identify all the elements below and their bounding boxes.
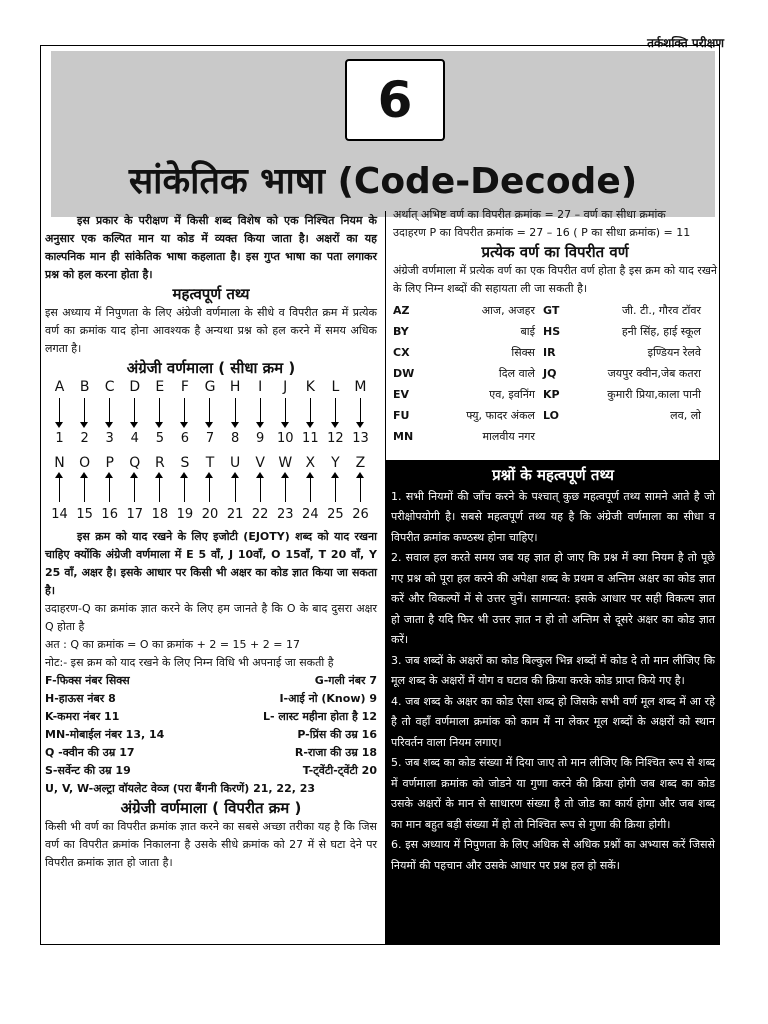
pair-mnemonic: कुमारी प्रिया,काला पानी bbox=[607, 388, 701, 401]
arrow-up-icon bbox=[323, 472, 348, 506]
fact-point: 3. जब शब्दों के अक्षरों का कोड बिल्कुल भिन्न शब्दों में कोड दे तो मान लीजिए कि मूल शब्द के अक्षरों में योग व घटाव की क्रिया करके कोड प्राप्त किये गए है। bbox=[391, 653, 715, 687]
alphabet-letter: Q bbox=[129, 455, 141, 471]
arrow-up-icon bbox=[147, 472, 172, 506]
arrow-down-icon bbox=[223, 396, 248, 430]
letter-number: 21 bbox=[226, 507, 244, 522]
alphabet-letter: H bbox=[229, 379, 241, 395]
alphabet-letter: F bbox=[180, 379, 189, 395]
letter-number: 14 bbox=[51, 507, 68, 522]
alphabet-row-2 bbox=[45, 454, 377, 472]
chapter-number: 6 bbox=[345, 59, 445, 141]
opposite-pairs-table bbox=[393, 300, 717, 447]
arrow-up-icon bbox=[72, 472, 97, 506]
pair-mnemonic: फ्यु, फादर अंकल bbox=[466, 409, 535, 422]
arrow-down-icon bbox=[273, 396, 298, 430]
page-frame bbox=[40, 45, 720, 945]
arrow-up-icon bbox=[97, 472, 122, 506]
letter-number: 6 bbox=[180, 431, 190, 446]
pair-code bbox=[543, 426, 581, 447]
alphabet-letter: P bbox=[105, 455, 114, 471]
mnemonic-item: F-फिक्स नंबर सिक्स bbox=[45, 674, 130, 687]
pair-mnemonic: दिल वाले bbox=[498, 367, 535, 380]
alphabet-letter: J bbox=[283, 379, 288, 395]
pair-mnemonic: लव, लो bbox=[670, 409, 701, 422]
alphabet-letter: W bbox=[278, 455, 293, 471]
letter-number: 12 bbox=[327, 431, 344, 446]
arrow-up-icon bbox=[248, 472, 273, 506]
arrow-up-icon bbox=[223, 472, 248, 506]
arrow-up-icon bbox=[273, 472, 298, 506]
mnemonic-row bbox=[45, 690, 377, 708]
chapter-banner bbox=[51, 51, 715, 217]
arrow-down-icon bbox=[47, 396, 72, 430]
letter-number: 13 bbox=[352, 431, 369, 446]
number-row-2 bbox=[45, 506, 377, 524]
pair-mnemonic: सिक्स bbox=[511, 346, 535, 359]
important-facts-box bbox=[385, 460, 720, 945]
letter-number: 8 bbox=[230, 431, 240, 446]
facts-heading: महत्वपूर्ण तथ्य bbox=[172, 285, 250, 303]
letter-number: 23 bbox=[276, 507, 294, 522]
alphabet-letter: B bbox=[79, 379, 90, 395]
uvw-line: U, V, W-अल्ट्रा वॉयलेट वेव्ज (परा बैंगनी किरणें) 21, 22, 23 bbox=[45, 782, 316, 795]
mnemonic-row bbox=[45, 726, 377, 744]
arrow-down-icon bbox=[122, 396, 147, 430]
ejoty-paragraph: इस क्रम को याद रखने के लिए इजोटी (EJOTY) शब्द को याद रखना चाहिए क्योंकि अंग्रेजी वर्णमाला में E 5 वाँ, J 10वाँ, O 15वाँ, T 20 वाँ, Y 25 वाँ, अक्षर है। इसके आधार पर किसी भी अक्षर का कोड ज्ञात किया जा सकता है। bbox=[45, 530, 377, 597]
arrow-down-icon bbox=[348, 396, 373, 430]
alphabet-letter: R bbox=[154, 455, 165, 471]
arrow-down-icon bbox=[172, 396, 197, 430]
alphabet-letter: O bbox=[79, 455, 91, 471]
alphabet-letter: U bbox=[229, 455, 241, 471]
mnemonic-item: P-प्रिंस की उम्र 16 bbox=[297, 728, 377, 741]
pair-mnemonic: आज, अजहर bbox=[481, 304, 535, 317]
mnemonic-item: I-आई नो (Know) 9 bbox=[279, 692, 377, 705]
alphabet-letter: A bbox=[54, 379, 65, 395]
facts-paragraph: इस अध्याय में निपुणता के लिए अंग्रेजी वर्णमाला के सीधे व विपरीत क्रम में प्रत्येक वर्ण का क्रमांक याद होना आवश्यक है अन्यथा प्रश्न को हल करने में समय अधिक लगता है। bbox=[45, 306, 377, 355]
arrow-down-icon bbox=[323, 396, 348, 430]
letter-number: 15 bbox=[76, 507, 93, 522]
right-column bbox=[393, 206, 717, 447]
arrow-up-icon bbox=[172, 472, 197, 506]
arrow-up-icon bbox=[122, 472, 147, 506]
running-header: तर्कशक्ति परीक्षण bbox=[647, 36, 724, 50]
arrow-up-icon bbox=[348, 472, 373, 506]
mnemonic-list bbox=[45, 672, 377, 780]
letter-number: 22 bbox=[251, 507, 269, 522]
pair-mnemonic: इण्डियन रेलवे bbox=[647, 346, 701, 359]
pair-mnemonic: हनी सिंह, हाई स्कूल bbox=[621, 325, 701, 338]
letter-number: 25 bbox=[327, 507, 344, 522]
number-row-1 bbox=[45, 430, 377, 448]
pair-code: EV bbox=[393, 388, 410, 401]
reverse-heading: अंग्रेजी वर्णमाला ( विपरीत क्रम ) bbox=[120, 799, 302, 817]
alphabet-letter: N bbox=[54, 455, 65, 471]
fact-point: 1. सभी नियमों की जाँच करने के पश्चात् कुछ महत्वपूर्ण तथ्य सामने आते है जो परीक्षोपयोगी है। सबसे महत्वपूर्ण तथ्य यह है कि अंग्रेजी वर्णमाला का सीधा व विपरीत क्रमांक कण्ठस्थ होना चाहिए। bbox=[391, 489, 715, 544]
letter-number: 9 bbox=[256, 431, 265, 446]
box-heading: प्रश्नों के महत्वपूर्ण तथ्य bbox=[492, 466, 614, 484]
alphabet-heading: अंग्रेजी वर्णमाला ( सीधा क्रम ) bbox=[126, 359, 296, 377]
pair-code: AZ bbox=[393, 304, 410, 317]
alphabet-letter: I bbox=[258, 379, 263, 395]
pair-mnemonic: मालवीय नगर bbox=[482, 430, 535, 443]
arrows-row-1 bbox=[45, 396, 377, 430]
mnemonic-row bbox=[45, 744, 377, 762]
letter-number: 3 bbox=[105, 431, 114, 446]
letter-number: 11 bbox=[302, 431, 319, 446]
arrow-up-icon bbox=[298, 472, 323, 506]
formula-line: अर्थात् अभिष्ट वर्ण का विपरीत क्रमांक = 27 – वर्ण का सीधा क्रमांक bbox=[393, 208, 666, 221]
alphabet-letter: Y bbox=[331, 455, 340, 471]
arrow-down-icon bbox=[147, 396, 172, 430]
pair-code: DW bbox=[393, 367, 415, 380]
reverse-paragraph: किसी भी वर्ण का विपरीत क्रमांक ज्ञात करने का सबसे अच्छा तरीका यह है कि जिस वर्ण का विपरीत क्रमांक निकालना है उसके सीधे क्रमांक को 27 में से घटा देने पर विपरीत क्रमांक ज्ञात हो जाता है। bbox=[45, 820, 377, 869]
letter-number: 26 bbox=[352, 507, 369, 522]
arrow-down-icon bbox=[72, 396, 97, 430]
mnemonic-row bbox=[45, 708, 377, 726]
mnemonic-item: K-कमरा नंबर 11 bbox=[45, 710, 120, 723]
pair-code: JQ bbox=[543, 367, 557, 380]
mnemonic-item: S-सर्वेन्ट की उम्र 19 bbox=[45, 764, 131, 777]
letter-number: 17 bbox=[126, 507, 144, 522]
pair-code: BY bbox=[393, 325, 409, 338]
opposite-paragraph: अंग्रेजी वर्णमाला में प्रत्येक वर्ण का एक विपरीत वर्ण होता है इस क्रम को याद रखने के लिए निम्न शब्दों की सहायता ली जा सकती है। bbox=[393, 264, 717, 295]
alphabet-letter: L bbox=[331, 379, 340, 395]
letter-number: 2 bbox=[80, 431, 89, 446]
arrow-down-icon bbox=[97, 396, 122, 430]
letter-number: 1 bbox=[55, 431, 64, 446]
arrow-up-icon bbox=[47, 472, 72, 506]
left-column bbox=[45, 212, 377, 872]
alphabet-letter: D bbox=[129, 379, 141, 395]
fact-point: 4. जब शब्द के अक्षर का कोड ऐसा शब्द हो जिसके सभी वर्ण मूल शब्द में आ रहे है तो वहाँ वर्णमाला क्रमांक को काम में ना लेकर मूल शब्दों के अक्षरों को स्थान परिवर्तन वाला नियम लगाए। bbox=[391, 694, 715, 749]
mnemonic-item: G-गली नंबर 7 bbox=[314, 674, 377, 687]
fact-point: 2. सवाल हल करते समय जब यह ज्ञात हो जाए कि प्रश्न में क्या नियम है तो पूछे गए प्रश्न को पूरा हल करने की अपेक्षा शब्द के प्रथम व अन्तिम अक्षर का कोड ज्ञात करें और विकल्पों में से उत्तर चुनें। सामान्यत: इसके आधार पर सही विकल्प ज्ञात हो जाता है यदि फिर भी उत्तर ज्ञात न हो तो अन्तिम से दूसरे अक्षर का कोड ज्ञात करें। bbox=[391, 551, 715, 646]
mnemonic-item: Q -क्वीन की उम्र 17 bbox=[45, 746, 135, 759]
alphabet-letter: C bbox=[104, 379, 115, 395]
alphabet-letter: G bbox=[204, 379, 216, 395]
alphabet-letter: E bbox=[155, 379, 165, 395]
alphabet-letter: K bbox=[305, 379, 315, 395]
example-paragraph: उदाहरण-Q का क्रमांक ज्ञात करने के लिए हम जानते है कि O के बाद दुसरा अक्षर Q होता है bbox=[45, 602, 377, 633]
fact-point: 5. जब शब्द का कोड संख्या में दिया जाए तो मान लीजिए कि निश्चित रूप से शब्द में वर्णमाला क्रमांक को जोडने या गुणा करने की क्रिया होगी जब शब्द का कोड उसके अक्षरों के मान से साधारण संख्या है तो जोड का कार्य होगा और जब शब्द का मान बहुत बड़ी संख्या में हो तो निश्चित रूप से गुणा की क्रिया होगी। bbox=[391, 756, 715, 831]
box-points bbox=[391, 487, 715, 877]
letter-number: 19 bbox=[176, 507, 194, 522]
example-calculation: अत : Q का क्रमांक = O का क्रमांक + 2 = 15 + 2 = 17 bbox=[45, 638, 300, 651]
alphabet-letter: M bbox=[354, 379, 367, 395]
arrow-up-icon bbox=[197, 472, 222, 506]
letter-number: 4 bbox=[130, 431, 139, 446]
alphabet-letter: X bbox=[305, 455, 316, 471]
pair-code: IR bbox=[543, 346, 556, 359]
pair-code: GT bbox=[543, 304, 560, 317]
arrow-down-icon bbox=[298, 396, 323, 430]
mnemonic-item: H-हाऊस नंबर 8 bbox=[45, 692, 116, 705]
pair-mnemonic: बाई bbox=[520, 325, 535, 338]
reverse-example: उदाहरण P का विपरीत क्रमांक = 27 – 16 ( P का सीधा क्रमांक) = 11 bbox=[393, 226, 691, 239]
pair-code: HS bbox=[543, 325, 561, 338]
fact-point: 6. इस अध्याय में निपुणता के लिए अधिक से अधिक प्रश्नों का अभ्यास करें जिससे नियमों की पहचान और उसके आधार पर प्रश्न हल हो सकें। bbox=[391, 838, 715, 872]
alphabet-letter: T bbox=[205, 455, 215, 471]
mnemonic-item: MN-मोबाईल नंबर 13, 14 bbox=[45, 728, 165, 741]
mnemonic-item: L- लास्ट महीना होता है 12 bbox=[262, 710, 377, 723]
letter-number: 16 bbox=[101, 507, 118, 522]
alphabet-row-1 bbox=[45, 378, 377, 396]
letter-number: 10 bbox=[276, 431, 294, 446]
chapter-title: सांकेतिक भाषा (Code-Decode) bbox=[128, 161, 638, 202]
intro-paragraph: इस प्रकार के परीक्षण में किसी शब्द विशेष को एक निश्चित नियम के अनुसार एक कल्पित मान या कोड में व्यक्त किया जाता है। अक्षरों का यह काल्पनिक मान ही सांकेतिक भाषा कहलाता है। इस गुप्त भाषा का पता लगाकर प्रश्न को हल करना होता है। bbox=[45, 214, 377, 281]
pair-mnemonic: जी. टी., गौरव टॉवर bbox=[621, 304, 701, 317]
pair-code: CX bbox=[393, 346, 410, 359]
pair-mnemonic: जयपुर क्वीन,जेब कतरा bbox=[607, 367, 701, 380]
pair-code: KP bbox=[543, 388, 560, 401]
arrow-down-icon bbox=[248, 396, 273, 430]
pair-code: FU bbox=[393, 409, 410, 422]
letter-number: 5 bbox=[155, 431, 164, 446]
letter-number: 18 bbox=[151, 507, 169, 522]
mnemonic-row bbox=[45, 762, 377, 780]
arrow-down-icon bbox=[197, 396, 222, 430]
pair-code: LO bbox=[543, 409, 559, 422]
letter-number: 20 bbox=[201, 507, 219, 522]
pair-mnemonic bbox=[581, 426, 709, 447]
pair-mnemonic: एव, इवनिंग bbox=[489, 388, 535, 401]
note: नोट:- इस क्रम को याद रखने के लिए निम्न विधि भी अपनाई जा सकती है bbox=[45, 656, 334, 669]
alphabet-letter: V bbox=[255, 455, 265, 471]
letter-number: 7 bbox=[205, 431, 215, 446]
mnemonic-row bbox=[45, 672, 377, 690]
alphabet-letter: Z bbox=[355, 455, 366, 471]
alphabet-letter: S bbox=[180, 455, 190, 471]
opposite-heading: प्रत्येक वर्ण का विपरीत वर्ण bbox=[481, 243, 629, 261]
letter-number: 24 bbox=[302, 507, 319, 522]
mnemonic-item: T-ट्वेंटी-ट्वेंटी 20 bbox=[302, 764, 377, 777]
mnemonic-item: R-राजा की उम्र 18 bbox=[294, 746, 377, 759]
arrows-row-2 bbox=[45, 472, 377, 506]
pair-code: MN bbox=[393, 430, 414, 443]
